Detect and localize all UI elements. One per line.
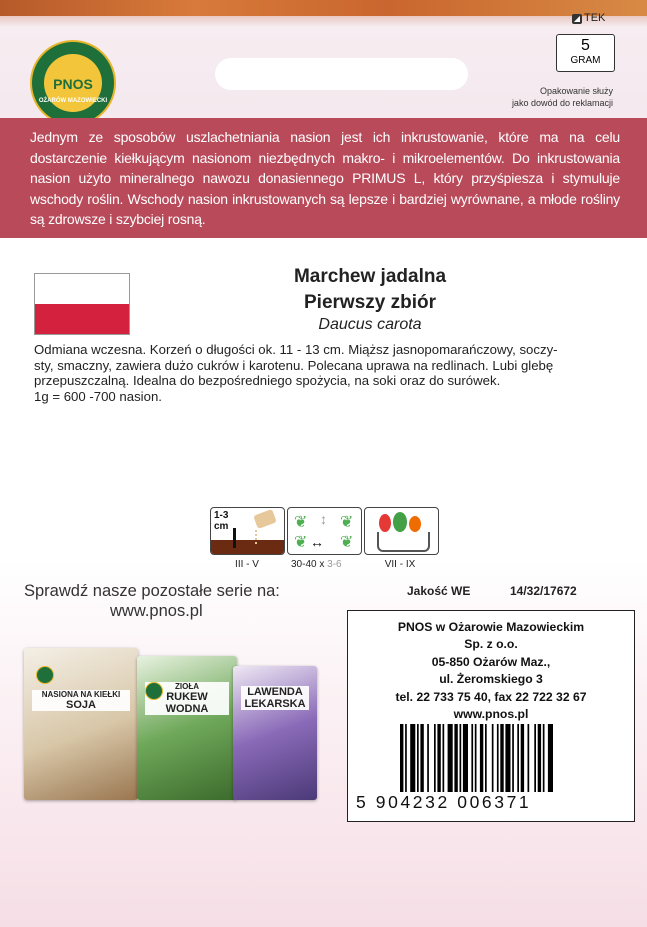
top-fade (0, 16, 647, 26)
pack-category: NASIONA NA KIEŁKI (41, 690, 121, 699)
spacing-caption (291, 559, 342, 570)
spacing-alt: 3-6 (327, 559, 342, 570)
info-band (0, 118, 647, 238)
promo-pack-soja (24, 648, 138, 800)
flag-red (35, 304, 129, 334)
cert-label: TEK (584, 12, 606, 24)
harvest-basket-icon (364, 507, 439, 555)
brand-logo (30, 40, 116, 126)
poland-flag-icon (34, 273, 130, 335)
weight-badge (556, 34, 615, 72)
product-latin-name: Daucus carota (318, 316, 422, 333)
company-line: tel. 22 733 75 40, fax 22 722 32 67 (395, 690, 587, 704)
weight-amount: 5 (581, 37, 590, 54)
label-blank-area (215, 58, 468, 90)
promo-line-1: Sprawdź nasze pozostałe serie na: (24, 582, 280, 600)
description-line: sty, smaczny, zawiera dużo cukrów i karotenu. Polecana uprawa na redlinach. Lubi glebę (34, 357, 554, 373)
logo-mark: PNOS (53, 76, 93, 92)
notice-line-1: Opakowanie służy (539, 86, 613, 96)
cert-mark (572, 12, 605, 24)
weight-unit: GRAM (570, 55, 601, 66)
flag-white (35, 274, 129, 304)
pack-label (241, 686, 309, 710)
spacing-main: 30-40 x (291, 559, 328, 570)
pack-label (32, 690, 130, 711)
promo-pack-rukew (137, 656, 237, 800)
product-name: Marchew jadalna (293, 266, 447, 287)
top-carrot-strip (0, 0, 647, 16)
pack-logo-icon (145, 682, 163, 700)
info-band-text: Jednym ze sposobów uszlachetniania nasion jest ich inkrustowanie, które ma na celu dostarczenie kiełkującym nasionom niezbędnych makro- i mikroelementów. Do inkrustowania nasion użyto mineralnego nawozu donasiennego PRIMUS L, który przyśpiesza i stymuluje wschody roślin. Wschody nasion inkrustowanych są lepsze i bardziej wyrównane, a młode rośliny są zdrowsze i szybciej rosną. (30, 129, 620, 227)
company-line: Sp. z o.o. (464, 637, 518, 651)
description-line: 1g = 600 -700 nasion. (34, 388, 162, 404)
promo-website[interactable]: www.pnos.pl (110, 602, 203, 620)
pack-category: ZIOŁA (175, 682, 199, 691)
quality-number: 14/32/17672 (510, 584, 577, 598)
sowing-months: III - V (235, 559, 259, 570)
company-line: ul. Żeromskiego 3 (439, 672, 543, 686)
complaint-notice (453, 85, 613, 109)
leaf-icon: ◢ (573, 14, 581, 23)
promo-pack-lawenda (233, 666, 317, 800)
description-line: Odmiana wczesna. Korzeń o długości ok. 11 - 13 cm. Miąższ jasnopomarańczowy, soczy- (34, 342, 558, 357)
sowing-depth: 1-3 cm (214, 510, 229, 532)
description-line: przepuszczalną. Idealna do bezpośredniego spożycia, na soki oraz do surówek. (34, 373, 501, 388)
company-website[interactable]: www.pnos.pl (453, 707, 529, 721)
pack-name: SOJA (66, 699, 96, 711)
spacing-icon: ❦ ❦ ❦ ❦ ↕ ↔ (287, 507, 362, 555)
barcode (400, 724, 600, 792)
product-variety: Pierwszy zbiór (304, 292, 436, 313)
company-line: PNOS w Ożarowie Mazowieckim (397, 620, 585, 634)
pack-name: LAWENDA LEKARSKA (244, 686, 306, 710)
pack-name: RUKEW WODNA (165, 691, 209, 715)
barcode-number: 5 904232 006371 (356, 792, 532, 812)
sowing-icon (210, 507, 285, 555)
product-description (34, 342, 619, 404)
harvest-months: VII - IX (384, 559, 416, 570)
logo-text: OŻARÓW MAZOWIECKI (38, 98, 108, 104)
notice-line-2: jako dowód do reklamacji (511, 98, 613, 108)
quality-label: Jakość WE (407, 584, 471, 598)
company-line: 05-850 Ożarów Maz., (431, 655, 551, 669)
pack-logo-icon (36, 666, 54, 684)
